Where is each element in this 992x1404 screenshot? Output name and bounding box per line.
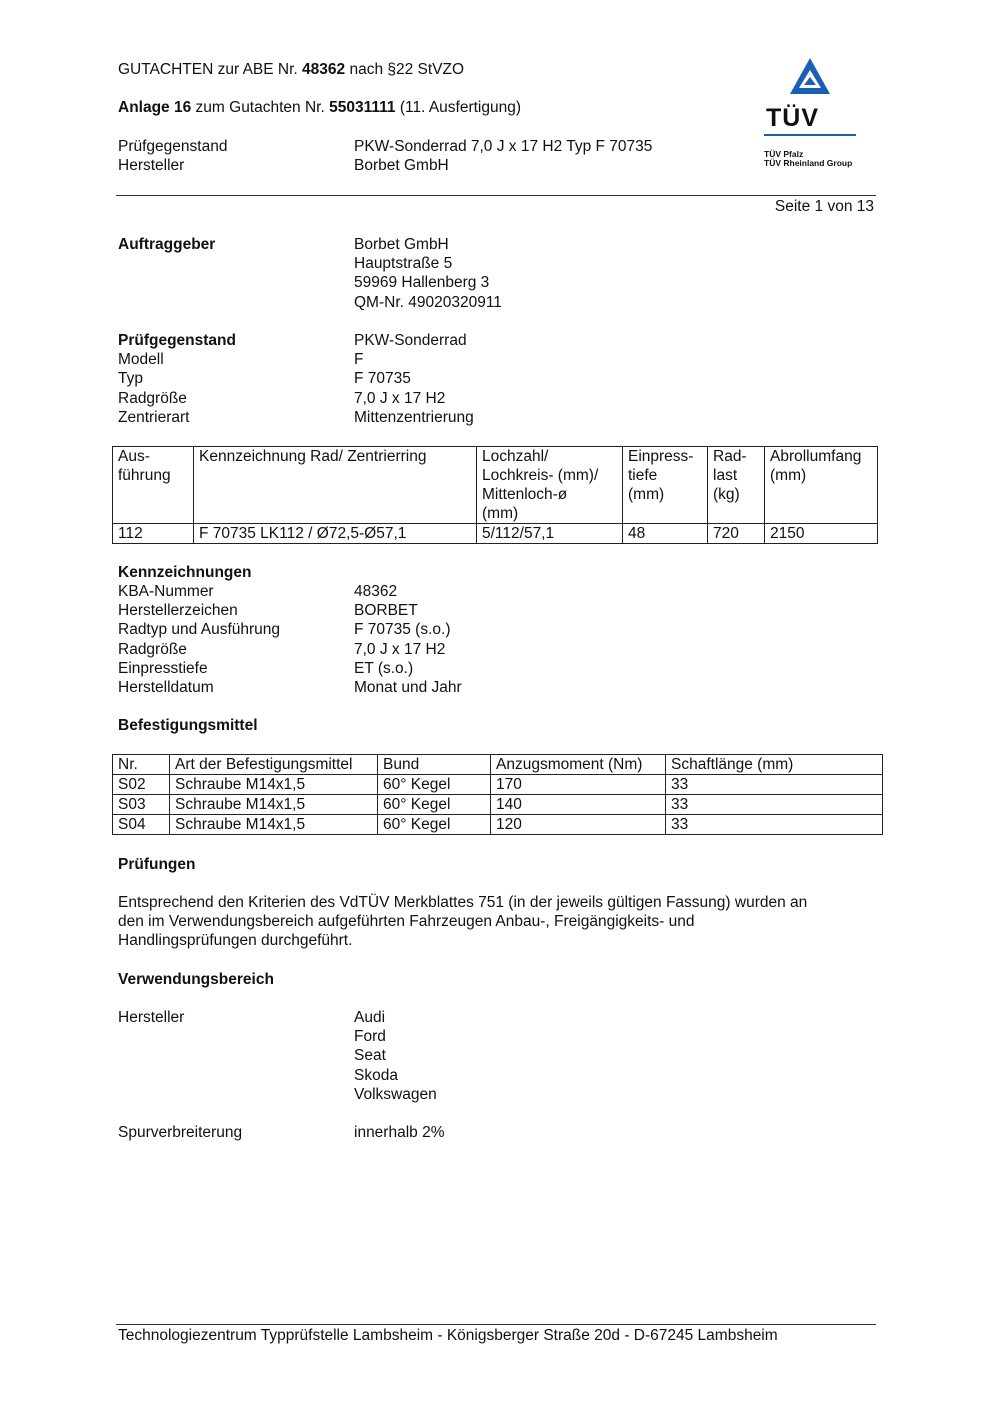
table-cell: Schraube M14x1,5 <box>170 795 378 815</box>
pruefgegenstand-row-label: Radgröße <box>118 389 187 407</box>
table-row <box>113 524 878 544</box>
pruefgegenstand-row-value: Mittenzentrierung <box>354 408 474 426</box>
table-cell: 33 <box>666 815 883 835</box>
footer-text: Technologiezentrum Typprüfstelle Lambsheim - Königsberger Straße 20d - D-67245 Lambsheim <box>118 1327 778 1344</box>
table-cell: Schraube M14x1,5 <box>170 815 378 835</box>
pruefgegenstand-values <box>354 331 474 427</box>
pruefgegenstand-row-label: Typ <box>118 370 143 388</box>
kennzeichnung-value: 48362 <box>354 583 398 600</box>
kennzeichnungen-heading <box>118 563 251 582</box>
pruefgegenstand-labels <box>118 331 236 427</box>
pruefungen-paragraph <box>118 893 878 951</box>
pruefungen-heading-text: Prüfungen <box>118 856 196 873</box>
table-cell: 112 <box>113 524 194 544</box>
pruefungen-heading <box>118 855 196 874</box>
table-row <box>113 775 883 795</box>
spurverbreiterung-label: Spurverbreiterung <box>118 1124 243 1141</box>
pruefgegenstand-row-value: 7,0 J x 17 H2 <box>354 389 446 407</box>
wheel-table-header: Rad- last (kg) <box>708 447 765 524</box>
verwendungsbereich-heading-text: Verwendungsbereich <box>118 971 274 988</box>
wheel-table <box>112 446 878 544</box>
table-cell: S02 <box>113 775 170 795</box>
table-cell: 720 <box>708 524 765 544</box>
spurverbreiterung-value: innerhalb 2% <box>354 1124 445 1141</box>
kennzeichnung-label: Radtyp und Ausführung <box>118 621 281 639</box>
header-line-2 <box>118 98 521 117</box>
auftraggeber-line: Borbet GmbH <box>354 236 449 253</box>
table-cell: 33 <box>666 795 883 815</box>
auftraggeber-line: 59969 Hallenberg 3 <box>354 274 490 292</box>
auftraggeber-line: QM-Nr. 49020320911 <box>354 293 502 311</box>
auftraggeber-address <box>354 235 502 312</box>
header-anlage: Anlage 16 <box>118 99 192 116</box>
header-pruefgegenstand-value: PKW-Sonderrad 7,0 J x 17 H2 Typ F 70735 <box>354 138 653 155</box>
kennzeichnung-label: Herstelldatum <box>118 678 214 696</box>
tuev-logo-sub1: TÜV Pfalz <box>764 149 804 159</box>
pruefungen-line: Handlingsprüfungen durchgeführt. <box>118 932 353 950</box>
header-abe-suffix: nach §22 StVZO <box>349 61 465 78</box>
kennzeichnung-label: Radgröße <box>118 640 187 658</box>
tuev-logo-rule <box>764 134 856 136</box>
verwendung-hersteller-list <box>354 1008 437 1104</box>
table-cell: S03 <box>113 795 170 815</box>
table-cell: Schraube M14x1,5 <box>170 775 378 795</box>
kennzeichnungen-labels <box>118 582 280 697</box>
pruefungen-line: Entsprechend den Kriterien des VdTÜV Merkblattes 751 (in der jeweils gültigen Fassung) wurden an <box>118 894 808 911</box>
table-cell: 48 <box>623 524 708 544</box>
tuev-logo-sub2: TÜV Rheinland Group <box>764 158 853 168</box>
pruefgegenstand-heading: Prüfgegenstand <box>118 332 236 349</box>
kennzeichnungen-heading-text: Kennzeichnungen <box>118 564 252 581</box>
table-cell: 60° Kegel <box>378 795 491 815</box>
header-divider <box>116 195 876 196</box>
header-hersteller-label: Hersteller <box>118 157 185 174</box>
list-item: Seat <box>354 1047 386 1065</box>
table-cell: 170 <box>491 775 666 795</box>
pruefgegenstand-row-label: Zentrierart <box>118 408 190 426</box>
table-cell: 140 <box>491 795 666 815</box>
kennzeichnung-value: BORBET <box>354 602 418 620</box>
table-cell: 33 <box>666 775 883 795</box>
wheel-table-header: Aus- führung <box>113 447 194 524</box>
kennzeichnung-label: KBA-Nummer <box>118 583 214 600</box>
list-item: Ford <box>354 1028 386 1046</box>
befestigung-table-header: Art der Befestigungsmittel <box>170 755 378 775</box>
befestigung-heading <box>118 716 258 735</box>
header-line-1 <box>118 60 464 79</box>
kennzeichnungen-values <box>354 582 462 697</box>
list-item: Volkswagen <box>354 1085 437 1103</box>
table-cell: 5/112/57,1 <box>477 524 623 544</box>
befestigung-table <box>112 754 883 835</box>
header-hersteller-value: Borbet GmbH <box>354 157 449 174</box>
wheel-table-header: Einpress- tiefe (mm) <box>623 447 708 524</box>
auftraggeber-label <box>118 235 215 254</box>
wheel-table-header: Abrollumfang (mm) <box>765 447 878 524</box>
kennzeichnung-label: Einpresstiefe <box>118 659 208 677</box>
table-row <box>113 795 883 815</box>
kennzeichnung-value: F 70735 (s.o.) <box>354 621 451 639</box>
header-ausfertigung: (11. Ausfertigung) <box>399 99 522 116</box>
table-row <box>113 815 883 835</box>
befestigung-heading-text: Befestigungsmittel <box>118 717 258 734</box>
table-cell: 60° Kegel <box>378 815 491 835</box>
wheel-table-header-row <box>113 447 878 524</box>
tuev-logo <box>760 54 860 174</box>
kennzeichnung-value: 7,0 J x 17 H2 <box>354 640 446 658</box>
befestigung-table-header: Anzugsmoment (Nm) <box>491 755 666 775</box>
auftraggeber-label-text: Auftraggeber <box>118 236 216 253</box>
header-abe-prefix: GUTACHTEN zur ABE Nr. <box>118 61 298 78</box>
table-cell: 2150 <box>765 524 878 544</box>
wheel-table-header: Lochzahl/ Lochkreis- (mm)/ Mittenloch-ø (mm) <box>477 447 623 524</box>
header-gutachten-number: 55031111 <box>329 99 396 116</box>
header-abe-number: 48362 <box>302 61 346 78</box>
verwendung-hersteller-label: Hersteller <box>118 1009 185 1026</box>
header-pruefgegenstand-label: Prüfgegenstand <box>118 138 228 155</box>
table-cell: F 70735 LK112 / Ø72,5-Ø57,1 <box>194 524 477 544</box>
befestigung-table-header: Nr. <box>113 755 170 775</box>
pruefgegenstand-heading-value: PKW-Sonderrad <box>354 332 467 349</box>
befestigung-table-header: Bund <box>378 755 491 775</box>
pruefgegenstand-row-label: Modell <box>118 351 164 369</box>
table-cell: 120 <box>491 815 666 835</box>
pruefgegenstand-row-value: F <box>354 351 364 369</box>
footer-divider <box>116 1324 876 1325</box>
tuev-logo-text: TÜV <box>766 104 819 132</box>
verwendungsbereich-heading <box>118 970 274 989</box>
kennzeichnung-value: Monat und Jahr <box>354 678 462 696</box>
kennzeichnung-label: Herstellerzeichen <box>118 602 238 620</box>
wheel-table-header: Kennzeichnung Rad/ Zentrierring <box>194 447 477 524</box>
pruefgegenstand-row-value: F 70735 <box>354 370 411 388</box>
auftraggeber-line: Hauptstraße 5 <box>354 255 453 273</box>
befestigung-table-header: Schaftlänge (mm) <box>666 755 883 775</box>
page-indicator: Seite 1 von 13 <box>774 198 874 215</box>
header-anlage-mid: zum Gutachten Nr. <box>195 99 325 116</box>
pruefungen-line: den im Verwendungsbereich aufgeführten Fahrzeugen Anbau-, Freigängigkeits- und <box>118 913 695 931</box>
list-item: Audi <box>354 1009 386 1026</box>
befestigung-table-header-row <box>113 755 883 775</box>
list-item: Skoda <box>354 1066 398 1084</box>
table-cell: S04 <box>113 815 170 835</box>
kennzeichnung-value: ET (s.o.) <box>354 659 414 677</box>
table-cell: 60° Kegel <box>378 775 491 795</box>
